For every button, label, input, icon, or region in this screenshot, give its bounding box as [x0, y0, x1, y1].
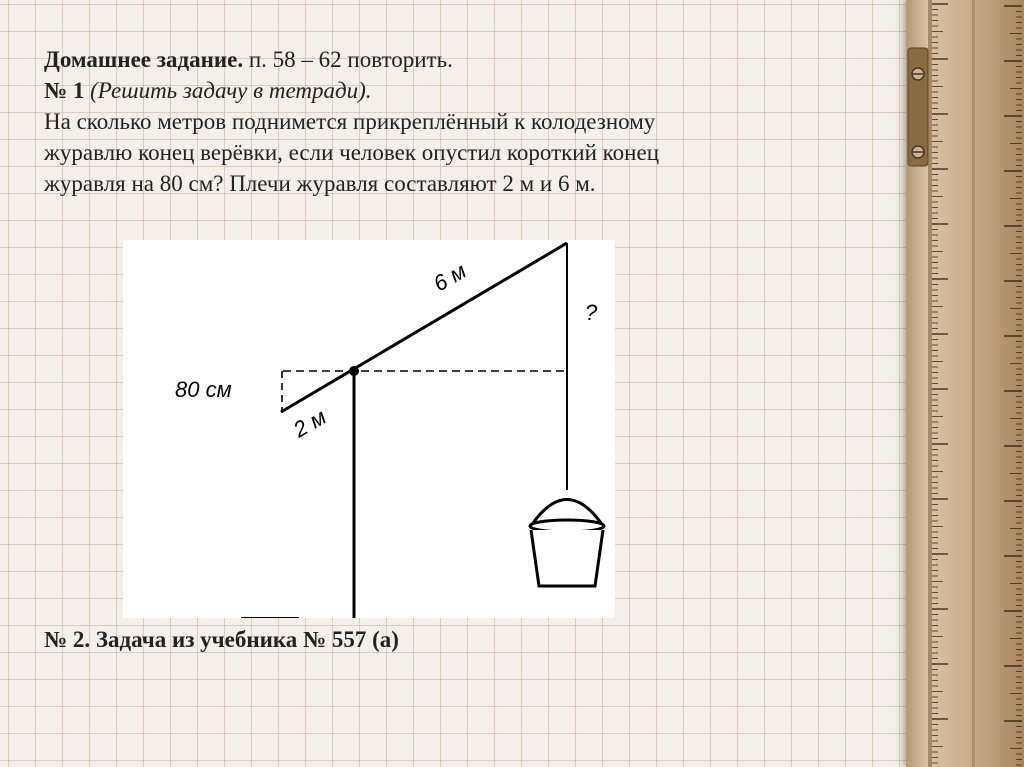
ruler-decoration [906, 0, 1024, 767]
task1-number: № 1 [44, 78, 85, 103]
homework-heading: Домашнее задание. [44, 47, 244, 72]
label-short-arm: 2 м [289, 403, 331, 443]
task1-text-line-1: На сколько метров поднимется прикреплённый к колодезному [44, 109, 656, 134]
task1-instruction: (Решить задачу в тетради). [84, 78, 372, 103]
well-sweep-drawing [123, 240, 615, 618]
lever-line [281, 243, 567, 412]
label-long-arm: 6 м [429, 257, 471, 297]
label-drop: 80 см [175, 377, 232, 402]
task1-header [44, 75, 884, 106]
task1-text-line-3: журавля на 80 см? Плечи журавля составляют 2 м и 6 м. [44, 171, 596, 196]
homework-paragraphs: п. 58 – 62 повторить. [243, 47, 453, 72]
homework-line [44, 44, 884, 75]
well-sweep-figure [123, 240, 615, 618]
task2-text: № 2. Задача из учебника № 557 (а) [44, 627, 399, 652]
ruler-ticks [932, 4, 1022, 765]
task1-text-line-2: журавлю конец верёвки, если человек опустил короткий конец [44, 140, 660, 165]
bucket-body [531, 530, 603, 586]
homework-text-block [44, 44, 884, 199]
label-unknown: ? [585, 300, 598, 325]
ruler-graphic [906, 0, 1024, 767]
